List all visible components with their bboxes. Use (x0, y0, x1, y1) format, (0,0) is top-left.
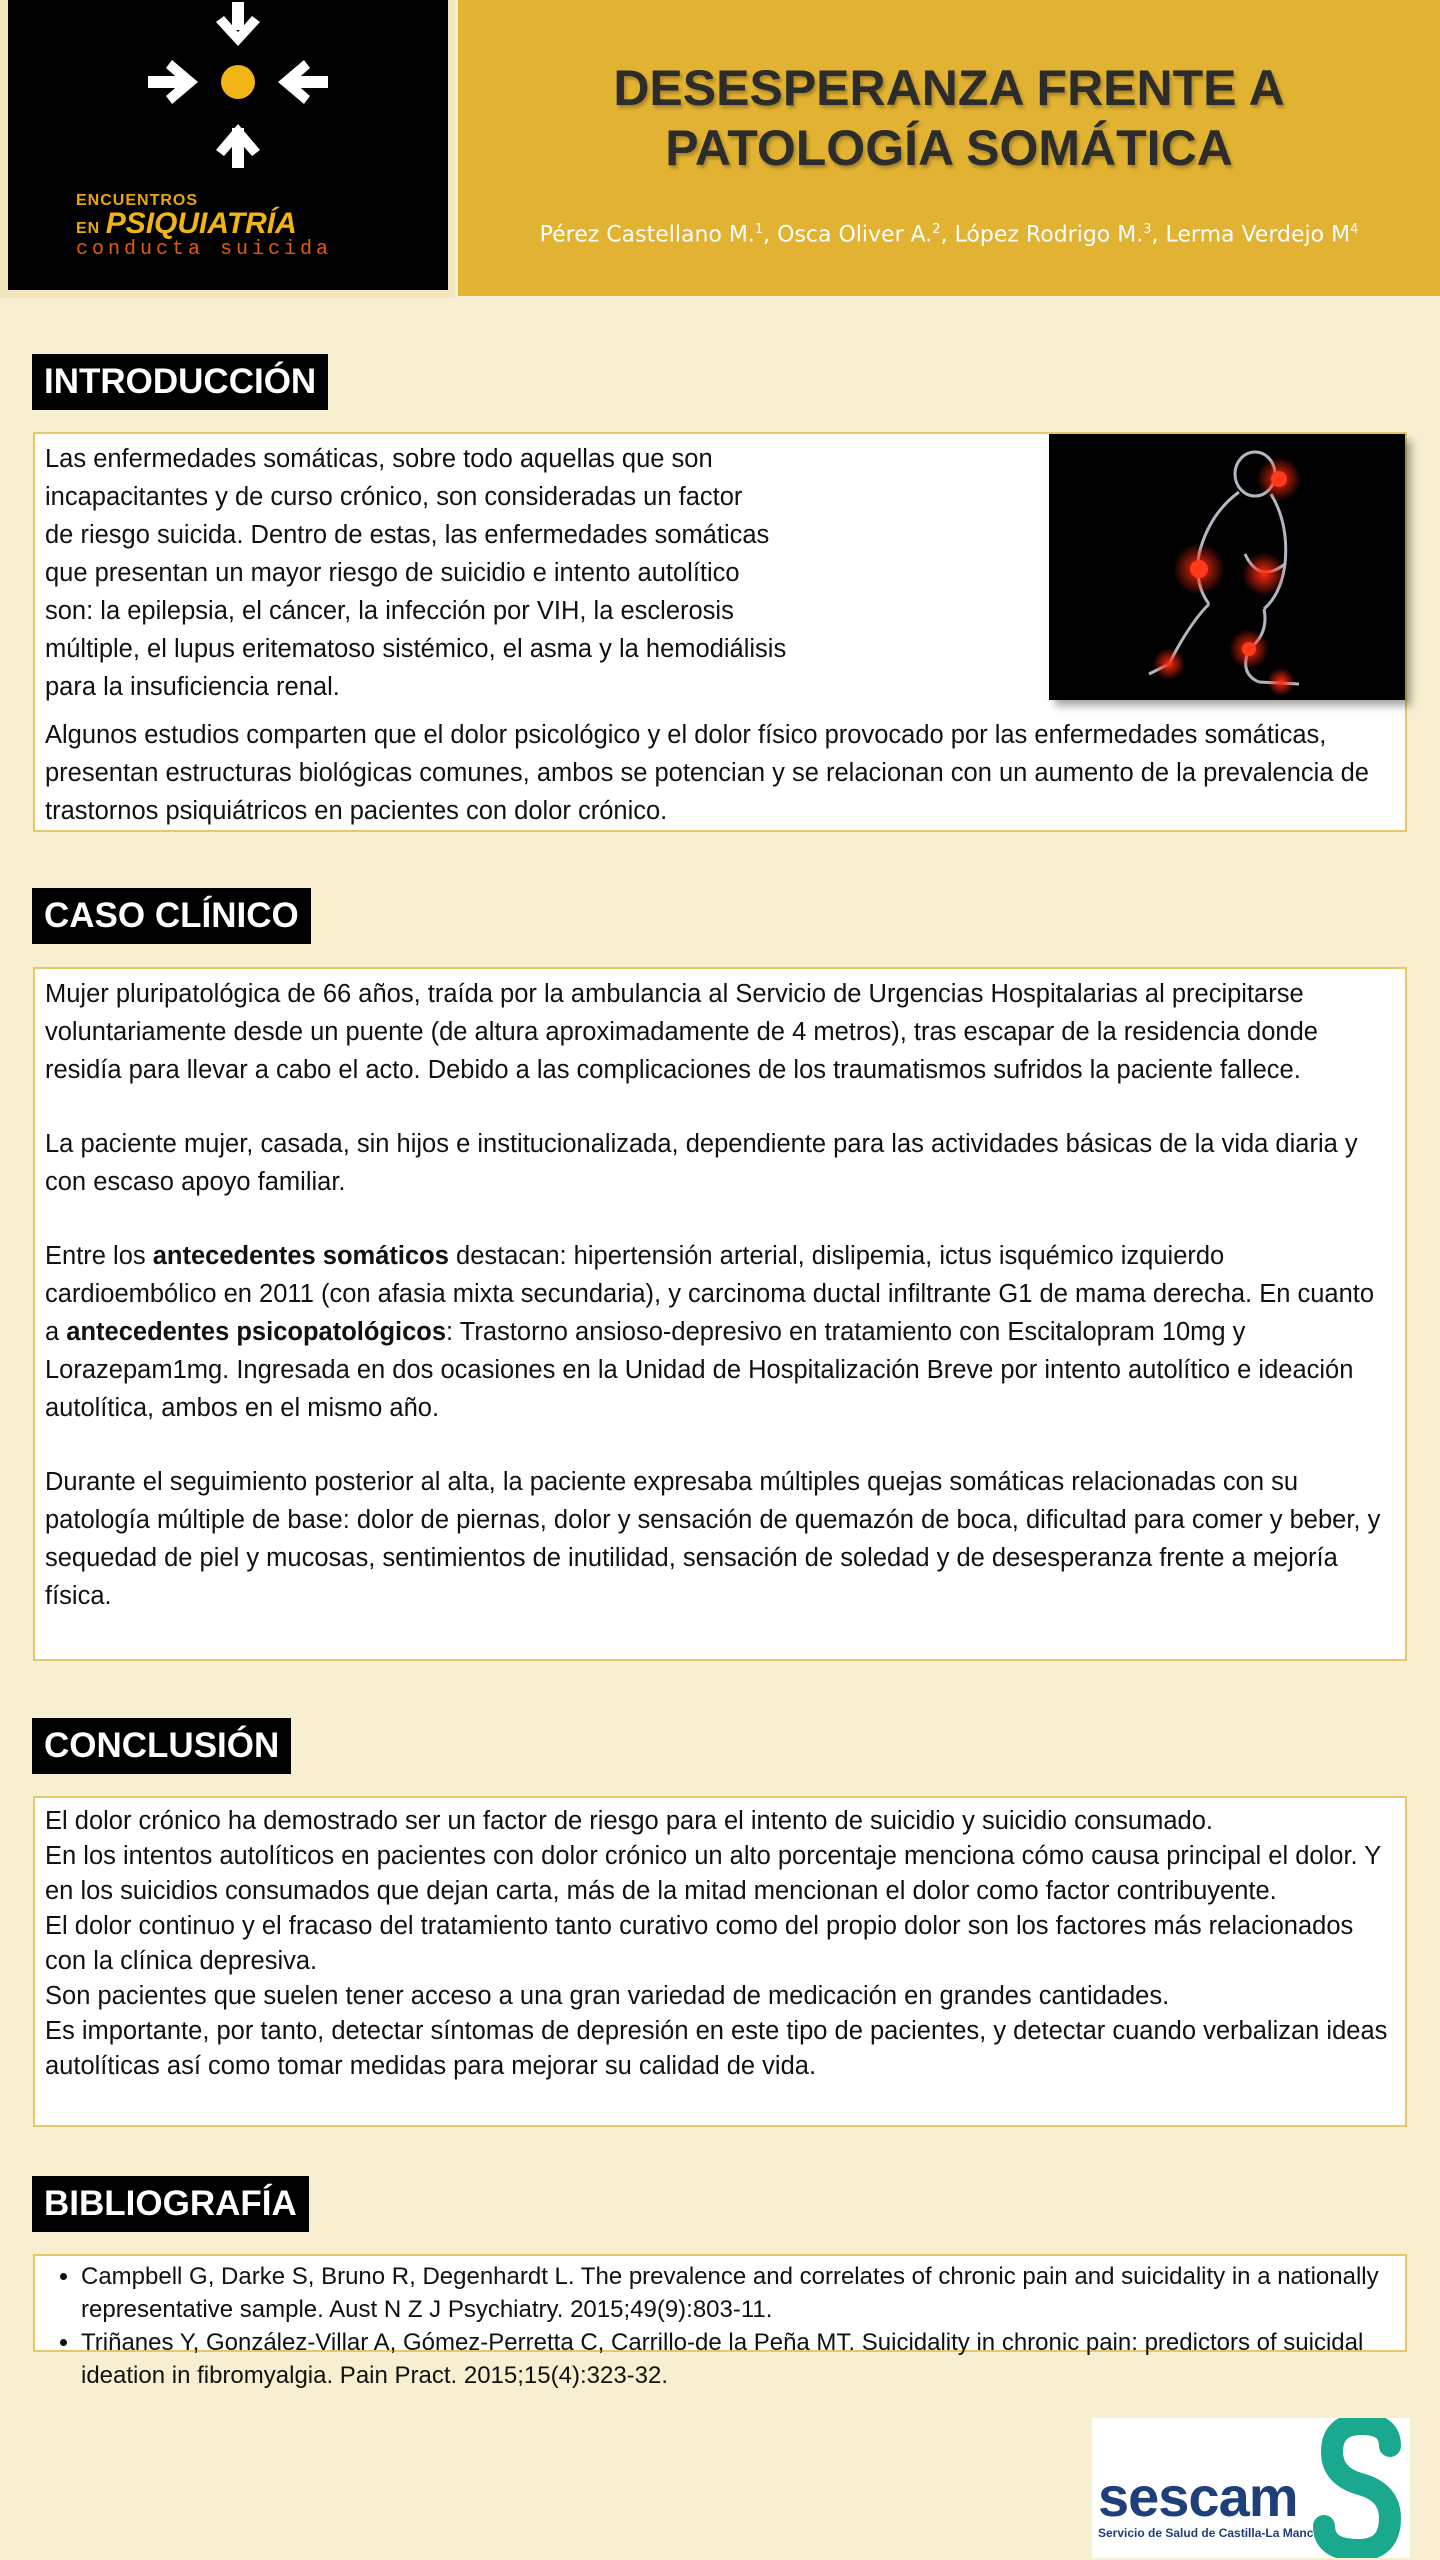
converging-arrows-icon (128, 0, 348, 190)
caso-paragraph-2: La paciente mujer, casada, sin hijos e institucionalizada, dependiente para las actividades básicas de la vida diaria y con escaso apoyo familiar. (45, 1130, 1358, 1196)
author-1: Pérez Castellano M. (539, 222, 755, 248)
encuentros-logo (8, 0, 448, 290)
author-2: Osca Oliver A. (777, 222, 933, 248)
conclusion-line: Son pacientes que suelen tener acceso a una gran variedad de medicación en grandes cantidades. (45, 1982, 1170, 2010)
authors-line: Pérez Castellano M.$^1$, Osca Oliver A.$^2$, López Rodrigo M.$^3$, Lerma Verdejo $M^4$ (539, 222, 1359, 248)
caso-p3-text-c: destacan: hipertensión arterial, dislipemia, ictus isquémico izquierdo cardioembólico en 2011 (con afasia mixta secundaria), y carcinoma ductal infiltrante G1 de mama derecha. En cuanto a (45, 1242, 1375, 1346)
header-title-panel (458, 0, 1440, 296)
intro-paragraph-1 (45, 440, 945, 706)
conclusion-box (33, 1796, 1407, 2127)
title-line-2: PATOLOGÍA SOMÁTICA (665, 120, 1233, 176)
intro-paragraph-2: Algunos estudios comparten que el dolor psicológico y el dolor físico provocado por las enfermedades somáticas, presentan estructuras biológicas comunes, ambos se potencian y se relacionan con un aumento de la prevalencia de trastornos psiquiátricos en pacientes con dolor crónico. (45, 721, 1369, 825)
caso-p3-bold-psicopatologicos: antecedentes psicopatológicos (66, 1318, 447, 1346)
logo-text-conducta: conducta suicida (76, 238, 333, 261)
bibliography-list (45, 2260, 1395, 2392)
caso-p3-text-a: Entre los (45, 1242, 153, 1270)
intro-line: que presentan un mayor riesgo de suicidio e intento autolítico (45, 559, 740, 587)
logo-text-encuentros: ENCUENTROS (76, 192, 199, 209)
intro-box (33, 432, 1407, 832)
caso-paragraph-1: Mujer pluripatológica de 66 años, traída por la ambulancia al Servicio de Urgencias Hospitalarias al precipitarse voluntariamente desde un puente (de altura aproximadamente de 4 metros), tras escapar de la residencia donde residía para llevar a cabo el acto. Debido a las complicaciones de los traumatismos sufridos la paciente fallece. (45, 980, 1318, 1084)
intro-line: incapacitantes y de curso crónico, son consideradas un factor (45, 483, 743, 511)
sescam-logo (1092, 2418, 1410, 2558)
sescam-s-icon (1310, 2418, 1410, 2558)
author-4: Lerma Verdejo M (1165, 222, 1351, 248)
intro-line: para la insuficiencia renal. (45, 673, 340, 701)
bibliography-item: • Campbell G, Darke S, Bruno R, Degenhardt L. The prevalence and correlates of chronic pain and suicidality in a nationally representative sample. Aust N Z J Psychiatry. 2015;49(9):803-11. (81, 2260, 1395, 2326)
logo-text-en: EN (76, 220, 101, 237)
caso-box (33, 967, 1407, 1661)
kneeling-body-pain-icon (1049, 434, 1405, 700)
bibliografia-heading: BIBLIOGRAFÍA (32, 2176, 309, 2232)
intro-line: son: la epilepsia, el cáncer, la infección por VIH, la esclerosis (45, 597, 734, 625)
author-3-affiliation: 3 (1143, 222, 1152, 237)
intro-line: múltiple, el lupus eritematoso sistémico, el asma y la hemodiálisis (45, 635, 787, 663)
caso-p3-text-e: : Trastorno ansioso-depresivo en tratamiento con Escitalopram 10mg y Lorazepam1mg. Ingresada en dos ocasiones en la Unidad de Hospitalización Breve por intento autolítico e ideación autolítica, ambos en el mismo año. (45, 1318, 1354, 1422)
author-3: López Rodrigo M. (954, 222, 1144, 248)
bibliografia-box (33, 2254, 1407, 2389)
conclusion-line: Es importante, por tanto, detectar síntomas de depresión en este tipo de pacientes, y detectar cuando verbalizan ideas autolíticas así como tomar medidas para mejorar su calidad de vida. (45, 2017, 1388, 2080)
author-4-affiliation: 4 (1350, 222, 1359, 237)
header-logo-panel (0, 0, 455, 298)
sescam-wordmark: sescam (1098, 2465, 1298, 2528)
caso-heading: CASO CLÍNICO (32, 888, 311, 944)
author-1-affiliation: 1 (754, 222, 764, 237)
intro-heading: INTRODUCCIÓN (32, 354, 328, 410)
author-2-affiliation: 2 (932, 222, 941, 237)
conclusion-heading: CONCLUSIÓN (32, 1718, 291, 1774)
pain-figure-image (1049, 434, 1405, 700)
caso-paragraph-4: Durante el seguimiento posterior al alta, la paciente expresaba múltiples quejas somáticas relacionadas con su patología múltiple de base: dolor de piernas, dolor y sensación de quemazón de boca, dificultad para comer y beber, y sequedad de piel y mucosas, sentimientos de inutilidad, sensación de soledad y de desesperanza frente a mejoría física. (45, 1468, 1381, 1610)
conclusion-line: En los intentos autolíticos en pacientes con dolor crónico un alto porcentaje menciona cómo causa principal el dolor. Y en los suicidios consumados que dejan carta, más de la mitad mencionan el dolor como factor contribuyente. (45, 1842, 1381, 1905)
logo-text-psiquiatria (76, 207, 297, 241)
intro-line: de riesgo suicida. Dentro de estas, las enfermedades somáticas (45, 521, 770, 549)
poster-title (458, 58, 1440, 178)
intro-line: Las enfermedades somáticas, sobre todo aquellas que son (45, 445, 713, 473)
caso-paragraph-3 (45, 1237, 1395, 1427)
logo-text-big: PSIQUIATRÍA (105, 207, 297, 240)
title-line-1: DESESPERANZA FRENTE A (613, 60, 1285, 116)
bibliography-item: • Triñanes Y, González-Villar A, Gómez-Perretta C, Carrillo-de la Peña MT. Suicidality in chronic pain: predictors of suicidal ideation in fibromyalgia. Pain Pract. 2015;15(4):323-32. (81, 2326, 1395, 2392)
conclusion-line: El dolor continuo y el fracaso del tratamiento tanto curativo como del propio dolor son los factores más relacionados con la clínica depresiva. (45, 1912, 1354, 1975)
conclusion-line: El dolor crónico ha demostrado ser un factor de riesgo para el intento de suicidio y suicidio consumado. (45, 1807, 1213, 1835)
caso-p3-bold-somaticos: antecedentes somáticos (152, 1242, 449, 1270)
sescam-subtitle: Servicio de Salud de Castilla-La Mancha (1098, 2526, 1328, 2540)
